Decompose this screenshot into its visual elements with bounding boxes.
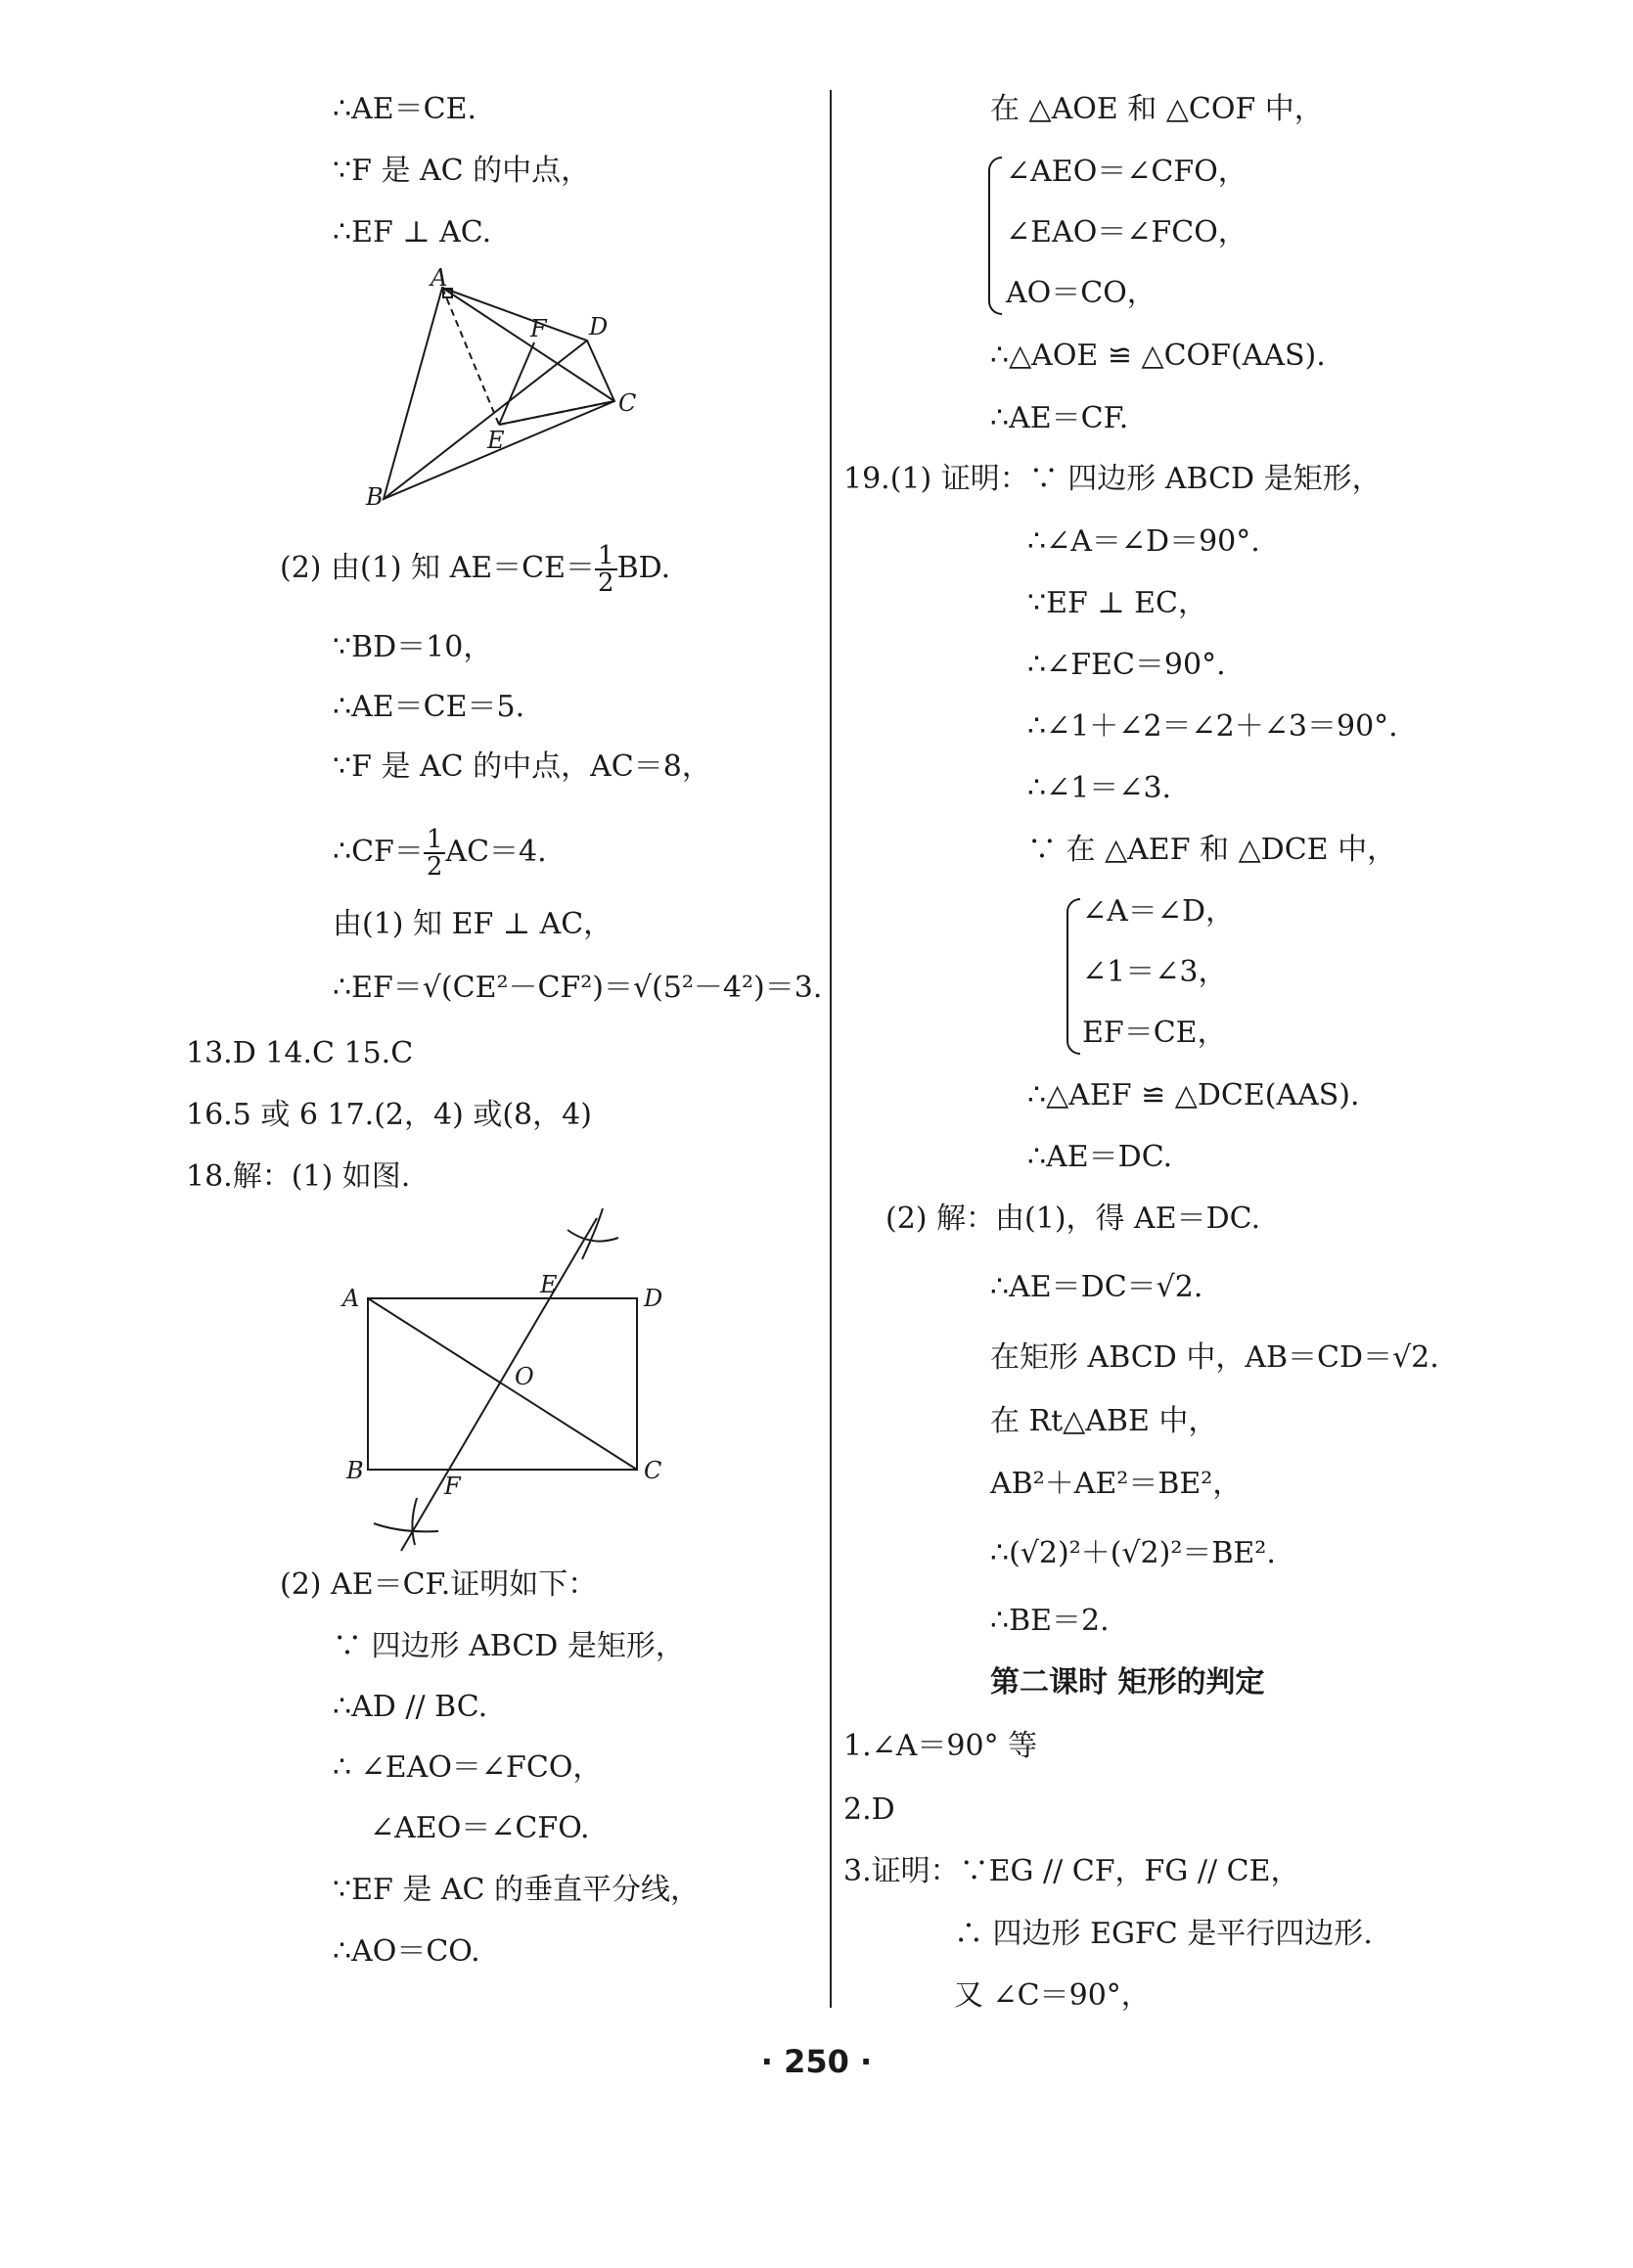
page-number: · 250 ·	[760, 2043, 873, 2080]
fig2-label-o: O	[515, 1363, 534, 1390]
line: ∠A＝∠D，	[1082, 894, 1235, 929]
fig2-label-d: D	[644, 1285, 663, 1312]
answer-line: 1.∠A＝90° 等	[843, 1729, 1038, 1763]
line: 在 △AOE 和 △COF 中，	[990, 92, 1324, 126]
fig1-label-e: E	[487, 427, 505, 454]
line: AB²＋AE²＝BE²，	[990, 1467, 1243, 1501]
line: ∴AE＝DC＝√2.	[990, 1270, 1203, 1304]
system-brace	[1066, 898, 1080, 1055]
fig2-label-c: C	[644, 1457, 662, 1484]
line: ∴AO＝CO.	[333, 1934, 480, 1969]
denominator: 2	[598, 568, 614, 598]
section-heading: 第二课时 矩形的判定	[990, 1665, 1265, 1700]
answer-line: 3.证明：∵EG // CF，FG // CE，	[843, 1854, 1300, 1888]
line: 由(1) 知 EF ⊥ AC，	[333, 907, 613, 941]
rectangle-figure	[333, 1208, 685, 1570]
fig1-label-b: B	[366, 483, 384, 511]
column-divider	[830, 90, 832, 2008]
line: ∴AE＝DC.	[1027, 1140, 1173, 1174]
line: ∴(√2)²＋(√2)²＝BE².	[990, 1536, 1276, 1570]
numerator: 1	[424, 827, 446, 854]
fig1-label-a: A	[431, 266, 448, 292]
line: ∴AE＝CE.	[333, 92, 477, 126]
line: ∴△AOE ≌ △COF(AAS).	[990, 339, 1326, 373]
line: ∴∠A＝∠D＝90°.	[1027, 524, 1260, 559]
quadrilateral-figure	[352, 266, 665, 521]
fig1-label-c: C	[618, 389, 637, 417]
numerator: 1	[595, 543, 617, 570]
line: ∴∠1＝∠3.	[1027, 771, 1172, 805]
answer-line: 16.5 或 6 17.(2，4) 或(8，4)	[186, 1098, 592, 1132]
line: ∵EF ⊥ EC，	[1027, 586, 1207, 620]
fig2-label-b: B	[346, 1457, 364, 1484]
line: ∴BE＝2.	[990, 1604, 1110, 1638]
line: ∠1＝∠3，	[1082, 955, 1228, 989]
line: ∠AEO＝∠CFO.	[370, 1811, 590, 1845]
answer-line: 13.D 14.C 15.C	[186, 1036, 414, 1070]
line: ∵F 是 AC 的中点，AC＝8，	[333, 749, 711, 784]
fig2-label-e: E	[540, 1271, 558, 1298]
line	[333, 827, 547, 880]
line: 又 ∠C＝90°，	[954, 1978, 1151, 2013]
text: AC＝4.	[445, 835, 547, 869]
line: 19.(1) 证明：∵ 四边形 ABCD 是矩形，	[843, 462, 1382, 496]
line: ∠AEO＝∠CFO，	[1006, 155, 1247, 189]
line: ∴∠FEC＝90°.	[1027, 648, 1226, 682]
fig2-label-a: A	[342, 1285, 360, 1312]
line: EF＝CE，	[1082, 1016, 1227, 1050]
text: (2) 由(1) 知 AE＝CE＝	[280, 551, 596, 585]
line: ∴AD // BC.	[333, 1690, 488, 1724]
line	[280, 543, 670, 596]
line: ∴ 四边形 EGFC 是平行四边形.	[954, 1917, 1373, 1951]
line: ∴AE＝CE＝5.	[333, 690, 525, 724]
line: ∴∠1＋∠2＝∠2＋∠3＝90°.	[1027, 709, 1398, 744]
line: ∵BD＝10，	[333, 630, 493, 664]
system-brace	[988, 157, 1002, 315]
line: ∴ ∠EAO＝∠FCO，	[333, 1750, 603, 1785]
fraction	[595, 543, 617, 596]
line: ∴△AEF ≌ △DCE(AAS).	[1027, 1078, 1360, 1112]
line: ∵F 是 AC 的中点，	[333, 154, 591, 188]
answer-line: 2.D	[843, 1792, 895, 1827]
line: (2) AE＝CF.证明如下：	[280, 1567, 598, 1602]
line: ∵EF 是 AC 的垂直平分线，	[333, 1873, 701, 1907]
line: AO＝CO，	[1006, 276, 1157, 310]
text: BD.	[616, 551, 671, 585]
text: ∴CF＝	[333, 835, 424, 869]
line: ∴AE＝CF.	[990, 401, 1129, 435]
line: ∠EAO＝∠FCO，	[1006, 215, 1247, 249]
fig2-label-f: F	[444, 1473, 461, 1500]
line: ∴EF＝√(CE²－CF²)＝√(5²－4²)＝3.	[333, 971, 823, 1005]
line: ∵ 在 △AEF 和 △DCE 中，	[1027, 833, 1397, 867]
denominator: 2	[426, 852, 443, 882]
line: ∵ 四边形 ABCD 是矩形，	[333, 1629, 685, 1663]
answer-line: 18.解：(1) 如图.	[186, 1159, 411, 1194]
line: 在矩形 ABCD 中，AB＝CD＝√2.	[990, 1340, 1439, 1375]
line: (2) 解：由(1)，得 AE＝DC.	[885, 1202, 1261, 1236]
line: 在 Rt△ABE 中，	[990, 1404, 1218, 1438]
line: ∴EF ⊥ AC.	[333, 215, 492, 249]
fig1-label-d: D	[589, 313, 609, 340]
fraction	[424, 827, 446, 880]
fig1-label-f: F	[530, 315, 547, 342]
